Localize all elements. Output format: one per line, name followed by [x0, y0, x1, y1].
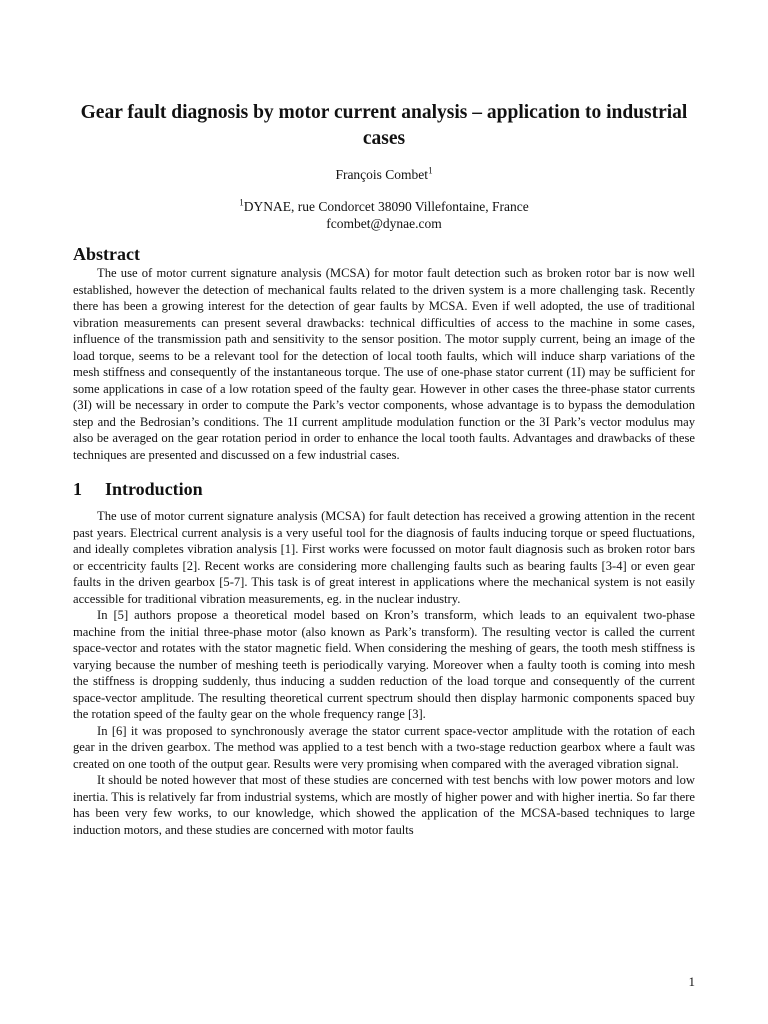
affiliation-address-line: [73, 198, 695, 215]
abstract-heading: Abstract: [73, 244, 140, 264]
abstract-text: The use of motor current signature analysis (MCSA) for motor fault detection such as broken rotor bar is now well established, however the detection of mechanical faults related to the driven system is a more challenging task. Recently there has been a growing interest for the detection of gear faults by MCSA. Even if well adopted, the use of traditional vibration measurements can present several drawbacks: technical difficulties of access to the machine in some cases, influence of the transmission path and sensitivity to the sensor position. The motor supply current, being an image of the load torque, seems to be a relevant tool for the detection of local tooth faults, which will induce sharp variations of the mesh stiffness and consequently of the instantaneous torque. The use of one-phase stator current (1I) may be sufficient for some applications in case of a low rotation speed of the faulty gear. However in other cases the three-phase stator currents (3I) will be necessary in order to compute the Park’s vector components, whose advantage is to bypass the demodulation step and the Bedrosian’s conditions. The 1I current amplitude modulation function or the 3I Park’s vector modulus may also be averaged on the gear rotation period in order to enhance the local tooth faults. Advantages and drawbacks of these techniques are presented and discussed on a few industrial cases.: [73, 266, 695, 462]
affiliation-email: fcombet@dynae.com: [326, 216, 442, 231]
author-affiliation-mark: 1: [428, 165, 433, 176]
intro-paragraph-3: In [6] it was proposed to synchronously average the stator current space-vector amplitude with the rotation of each gear in the driven gearbox. The method was applied to a test bench with a two-stage reduction gearbox where a fault was created on one tooth of the output gear. Results were very promising when compared with the averaged vibration signal.: [73, 723, 695, 771]
intro-paragraph-2: In [5] authors propose a theoretical model based on Kron’s transform, which leads to an equivalent two-phase machine from the initial three-phase motor (also known as Park’s transform). The resulting vector is called the current space-vector and rotates with the stator magnetic field. When considering the meshing of gears, the tooth mesh stiffness is varying because the number of meshing teeth is periodically varying. Moreover when a faulty tooth is coming into mesh the stiffness is dropping suddenly, thus inducing a sudden reduction of the load torque and consequently of the current space-vector amplitude. The resulting theoretical current spectrum should then display harmonic components spaced buy the rotation speed of the faulty gear on the whole frequency range [3].: [73, 608, 695, 721]
author-line: [73, 166, 695, 183]
author-name: François Combet: [335, 167, 429, 182]
affiliation-block: [73, 198, 695, 232]
page-number: 1: [688, 974, 695, 989]
affiliation-address: DYNAE, rue Condorcet 38090 Villefontaine, France: [243, 199, 529, 214]
affiliation-mark: 1: [239, 197, 244, 208]
section-heading-introduction: [73, 478, 695, 500]
paper-title: Gear fault diagnosis by motor current analysis – application to industrial cases: [80, 102, 688, 149]
section-title: Introduction: [105, 479, 203, 499]
section-number: 1: [73, 479, 82, 499]
intro-paragraph-1: The use of motor current signature analysis (MCSA) for fault detection has received a growing attention in the recent past years. Electrical current analysis is a very useful tool for the diagnosis of faults inducing torque or speed fluctuations, and ideally completes vibration analysis [1]. First works were focussed on motor fault diagnosis such as broken rotor bars or eccentricity faults [2]. Recent works are considering more challenging faults such as bearing faults [3-4] or even gear faults in the driven gearbox [5-7]. This task is of great interest in applications where the mechanical system is not easily accessible for traditional vibration measurements, eg. in the nuclear industry.: [73, 509, 695, 606]
intro-paragraph-4: It should be noted however that most of these studies are concerned with test benchs with low power motors and low inertia. This is relatively far from industrial systems, which are mostly of higher power and with higher inertia. So far there has been very few works, to our knowledge, which showed the application of the MCSA-based techniques to large induction motors, and these studies are concerned with motor faults: [73, 773, 695, 837]
